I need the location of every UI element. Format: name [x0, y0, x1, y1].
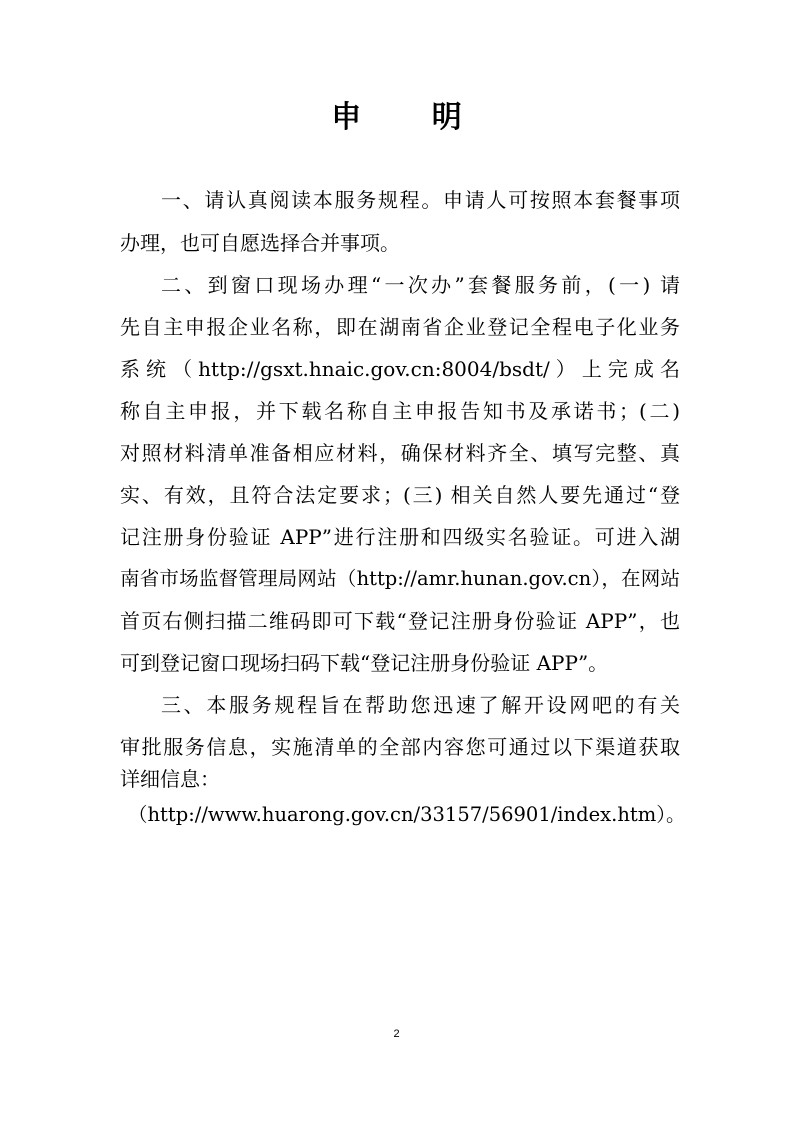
- paragraph-3-line-4-url: （http://www.huarong.gov.cn/33157/56901/index.htm）。: [128, 803, 686, 826]
- paragraph-3-line-3: 详细信息：: [120, 767, 220, 791]
- paragraph-3-line-1: 三、本服务规程旨在帮助您迅速了解开设网吧的有关: [161, 693, 680, 717]
- paragraph-3-line-2: 审批服务信息，实施清单的全部内容您可通过以下渠道获取: [120, 735, 680, 759]
- page-title: 申 明: [331, 100, 492, 135]
- paragraph-2-line-9: 首页右侧扫描二维码即可下载“登记注册身份验证 APP”，也: [120, 609, 680, 633]
- paragraph-2-line-1: 二、到窗口现场办理“一次办”套餐服务前，(一) 请: [161, 273, 680, 297]
- paragraph-1-line-2: 办理，也可自愿选择合并事项。: [120, 231, 400, 255]
- paragraph-2-line-5: 对照材料清单准备相应材料，确保材料齐全、填写完整、真: [120, 441, 680, 465]
- paragraph-2-line-7: 记注册身份验证 APP”进行注册和四级实名验证。可进入湖: [120, 525, 680, 549]
- paragraph-2-line-10: 可到登记窗口现场扫码下载“登记注册身份验证 APP”。: [120, 651, 609, 675]
- paragraph-2-line-2: 先自主申报企业名称，即在湖南省企业登记全程电子化业务: [120, 315, 680, 339]
- paragraph-2-line-4: 称自主申报，并下载名称自主申报告知书及承诺书；(二): [120, 399, 680, 423]
- paragraph-2-line-8: 南省市场监督管理局网站（http://amr.hunan.gov.cn），在网站: [120, 567, 680, 590]
- paragraph-2-line-3: 系统（http://gsxt.hnaic.gov.cn:8004/bsdt/）上完成名: [120, 357, 680, 381]
- paragraph-1-line-1: 一、请认真阅读本服务规程。申请人可按照本套餐事项: [161, 188, 680, 212]
- paragraph-2-line-6: 实、有效，且符合法定要求；(三) 相关自然人要先通过“登: [120, 483, 680, 507]
- page-number: 2: [393, 1028, 400, 1040]
